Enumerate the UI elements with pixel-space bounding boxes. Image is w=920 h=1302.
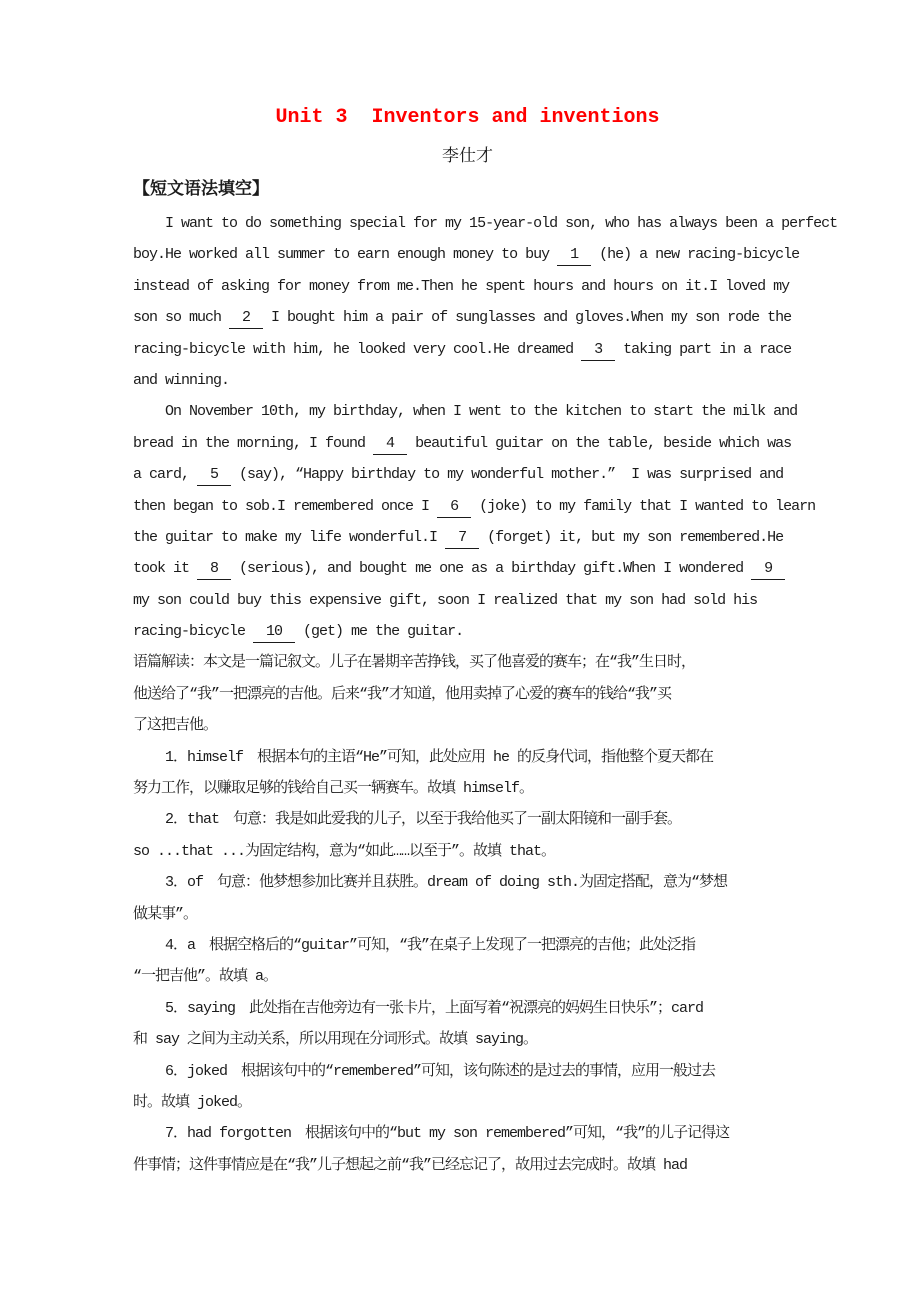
explanation-item — [133, 993, 802, 1056]
blank-6: 6 — [437, 497, 471, 518]
passage-overview — [133, 647, 802, 741]
blank-1: 1 — [557, 245, 591, 266]
text-line: 7．had forgotten 根据该句中的“but my son remembered”可知，“我”的儿子记得这 — [133, 1125, 730, 1143]
explanation-item — [133, 742, 802, 805]
blank-2: 2 — [229, 308, 263, 329]
text-line: racing-bicycle 10 (get) me the guitar. — [133, 616, 802, 647]
text-line: 努力工作，以赚取足够的钱给自己买一辆赛车。故填 himself。 — [133, 780, 534, 798]
text-line: so ...that ...为固定结构，意为“如此……以至于”。故填 that。 — [133, 842, 556, 860]
text-line: 件事情；这件事情应是在“我”儿子想起之前“我”已经忘记了，故用过去完成时。故填 had — [133, 1156, 688, 1174]
overview-paragraph — [133, 647, 802, 741]
text-line: I want to do something special for my 15-year-old son, who has always been a perfect — [133, 215, 838, 232]
text-line: 时。故填 joked。 — [133, 1093, 252, 1111]
blank-5: 5 — [197, 465, 231, 486]
explanation-item — [133, 804, 802, 867]
explanation-item — [133, 930, 802, 993]
text-line: then began to sob.I remembered once I 6 (joke) to my family that I wanted to learn — [133, 491, 802, 522]
explanation-item — [133, 1056, 802, 1119]
blank-8: 8 — [197, 559, 231, 580]
text-line: 3．of 句意：他梦想参加比赛并且获胜。dream of doing sth.为固定搭配，意为“梦想 — [133, 874, 728, 892]
text-line: “一把吉他”。故填 a。 — [133, 968, 278, 986]
text-line: boy.He worked all summer to earn enough money to buy 1 (he) a new racing-bicycle — [133, 239, 802, 270]
text-line: son so much 2 I bought him a pair of sunglasses and gloves.When my son rode the — [133, 302, 802, 333]
page-title: Unit 3 Inventors and inventions — [275, 106, 660, 129]
text-line: 2．that 句意：我是如此爱我的儿子，以至于我给他买了一副太阳镜和一副手套。 — [133, 811, 682, 829]
text-line: took it 8 (serious), and bought me one as a birthday gift.When I wondered 9 — [133, 553, 802, 584]
text-line: racing-bicycle with him, he looked very cool.He dreamed 3 taking part in a race — [133, 334, 802, 365]
passage-paragraph — [133, 396, 816, 647]
text-line: On November 10th, my birthday, when I went to the kitchen to start the milk and — [133, 403, 798, 421]
text-line: a card, 5 (say), “Happy birthday to my wonderful mother.” I was surprised and — [133, 459, 802, 490]
passage — [133, 208, 838, 647]
text-line: instead of asking for money from me.Then he spent hours and hours on it.I loved my — [133, 277, 790, 295]
section-header: 【短文语法填空】 — [133, 179, 269, 198]
text-line: 5．saying 此处指在吉他旁边有一张卡片，上面写着“祝漂亮的妈妈生日快乐”；card — [133, 999, 704, 1017]
analysis — [133, 647, 802, 1181]
text-line: 6．joked 根据该句中的“remembered”可知，该句陈述的是过去的事情，应用一般过去 — [133, 1062, 716, 1080]
text-line: and winning. — [133, 371, 230, 389]
blank-9: 9 — [751, 559, 785, 580]
text-line: 4．a 根据空格后的“guitar”可知，“我”在桌子上发现了一把漂亮的吉他；此处泛指 — [133, 936, 696, 954]
blank-3: 3 — [581, 340, 615, 361]
blank-7: 7 — [445, 528, 479, 549]
blank-10: 10 — [253, 622, 295, 643]
text-line: 和 say 之间为主动关系，所以用现在分词形式。故填 saying。 — [133, 1031, 538, 1049]
answer-explanations — [133, 742, 802, 1181]
text-line: 做某事”。 — [133, 905, 198, 923]
explanation-item — [133, 1118, 802, 1181]
text-line: 他送给了“我”一把漂亮的吉他。后来“我”才知道，他用卖掉了心爱的赛车的钱给“我”买 — [133, 685, 672, 703]
text-line: 语篇解读：本文是一篇记叙文。儿子在暑期辛苦挣钱，买了他喜爱的赛车；在“我”生日时， — [133, 654, 696, 672]
text-line: 了这把吉他。 — [133, 717, 218, 735]
text-line: the guitar to make my life wonderful.I 7 (forget) it, but my son remembered.He — [133, 522, 802, 553]
blank-4: 4 — [373, 434, 407, 455]
author-name: 李仕才 — [442, 148, 493, 167]
passage-paragraph — [133, 208, 838, 396]
text-line: my son could buy this expensive gift, soon I realized that my son had sold his — [133, 591, 758, 609]
text-line: bread in the morning, I found 4 beautiful guitar on the table, beside which was — [133, 428, 802, 459]
explanation-item — [133, 867, 802, 930]
text-line: 1．himself 根据本句的主语“He”可知，此处应用 he 的反身代词，指他整个夏天都在 — [133, 748, 714, 766]
